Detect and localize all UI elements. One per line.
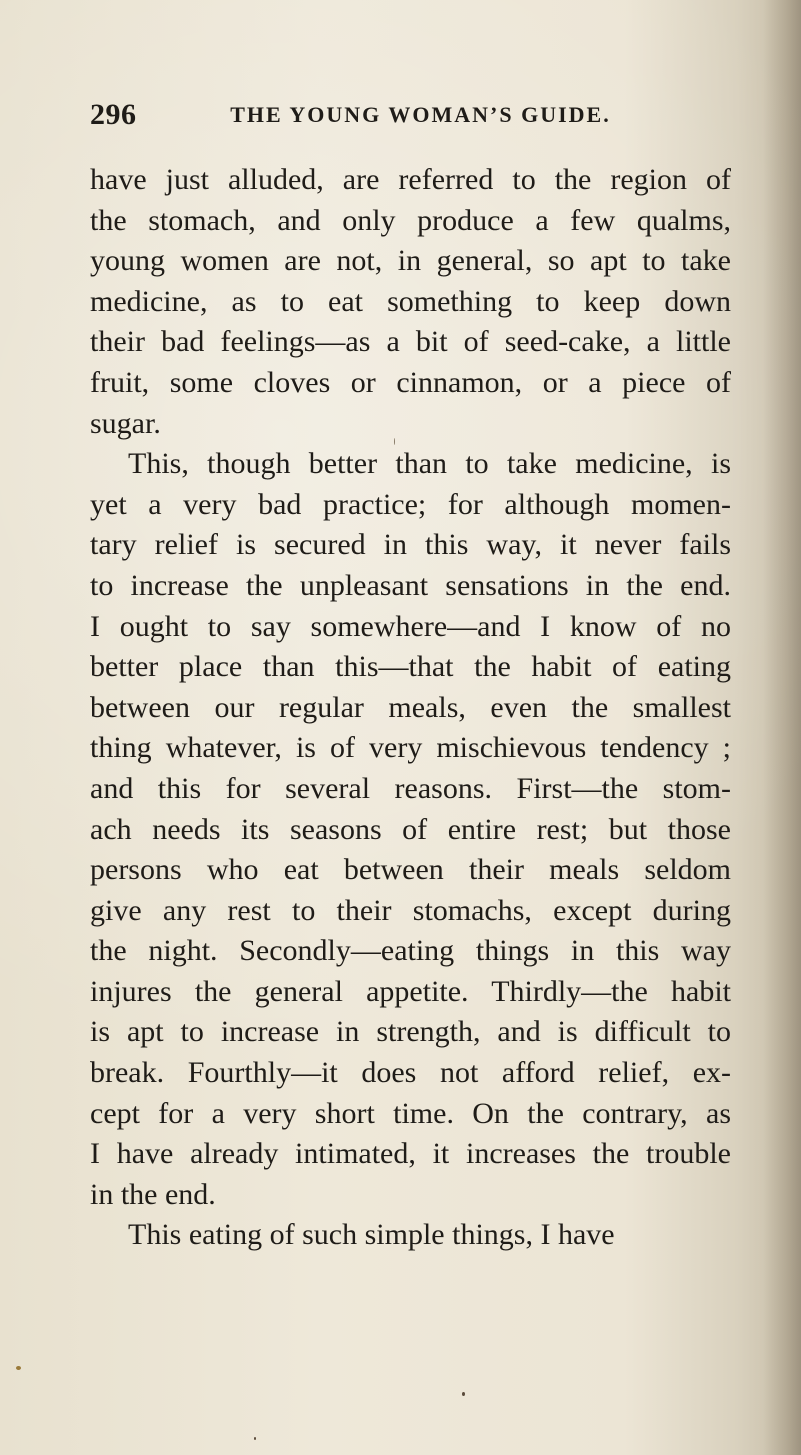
text-line: to increase the unpleasant sensations in the end. bbox=[90, 568, 731, 602]
running-title: THE YOUNG WOMAN’S GUIDE. bbox=[230, 102, 611, 127]
text-line: cept for a very short time. On the contrary, as bbox=[90, 1096, 731, 1130]
paper-speck bbox=[16, 1366, 21, 1370]
text-line: This eating of such simple things, I have bbox=[128, 1218, 615, 1252]
text-line: sugar. bbox=[90, 406, 161, 440]
text-line: medicine, as to eat something to keep down bbox=[90, 284, 731, 318]
text-line: is apt to increase in strength, and is difficult to bbox=[90, 1015, 731, 1049]
text-line: fruit, some cloves or cinnamon, or a piece of bbox=[90, 365, 731, 399]
text-line: ach needs its seasons of entire rest; but those bbox=[90, 812, 731, 846]
paper-speck bbox=[394, 438, 395, 445]
paper-speck bbox=[254, 1437, 256, 1440]
text-line: yet a very bad practice; for although momen- bbox=[90, 487, 731, 521]
text-line: better place than this—that the habit of eating bbox=[90, 650, 731, 684]
text-line: in the end. bbox=[90, 1177, 216, 1211]
page-header bbox=[90, 94, 730, 136]
text-line: the stomach, and only produce a few qualms, bbox=[90, 203, 731, 237]
text-line: tary relief is secured in this way, it never fails bbox=[90, 528, 731, 562]
text-line: I ought to say somewhere—and I know of no bbox=[90, 609, 731, 643]
page-number: 296 bbox=[90, 98, 137, 131]
text-line: injures the general appetite. Thirdly—the habit bbox=[90, 974, 731, 1008]
text-line: have just alluded, are referred to the region of bbox=[90, 163, 731, 196]
page-edge-shadow bbox=[763, 0, 801, 1455]
text-line: break. Fourthly—it does not afford relief, ex- bbox=[90, 1056, 731, 1090]
text-line: persons who eat between their meals seldom bbox=[90, 853, 731, 887]
text-line: I have already intimated, it increases the trouble bbox=[90, 1137, 731, 1171]
text-line: This, though better than to take medicine, is bbox=[128, 447, 731, 481]
text-line: their bad feelings—as a bit of seed-cake, a little bbox=[90, 325, 731, 359]
body-text bbox=[90, 160, 731, 1256]
text-line: and this for several reasons. First—the stom- bbox=[90, 771, 731, 805]
text-line: the night. Secondly—eating things in this way bbox=[90, 934, 731, 968]
text-line: give any rest to their stomachs, except during bbox=[90, 893, 731, 927]
text-line: thing whatever, is of very mischievous tendency ; bbox=[90, 731, 731, 765]
text-line: young women are not, in general, so apt to take bbox=[90, 244, 731, 278]
text-line: between our regular meals, even the smallest bbox=[90, 690, 731, 724]
paper-speck bbox=[462, 1392, 465, 1396]
